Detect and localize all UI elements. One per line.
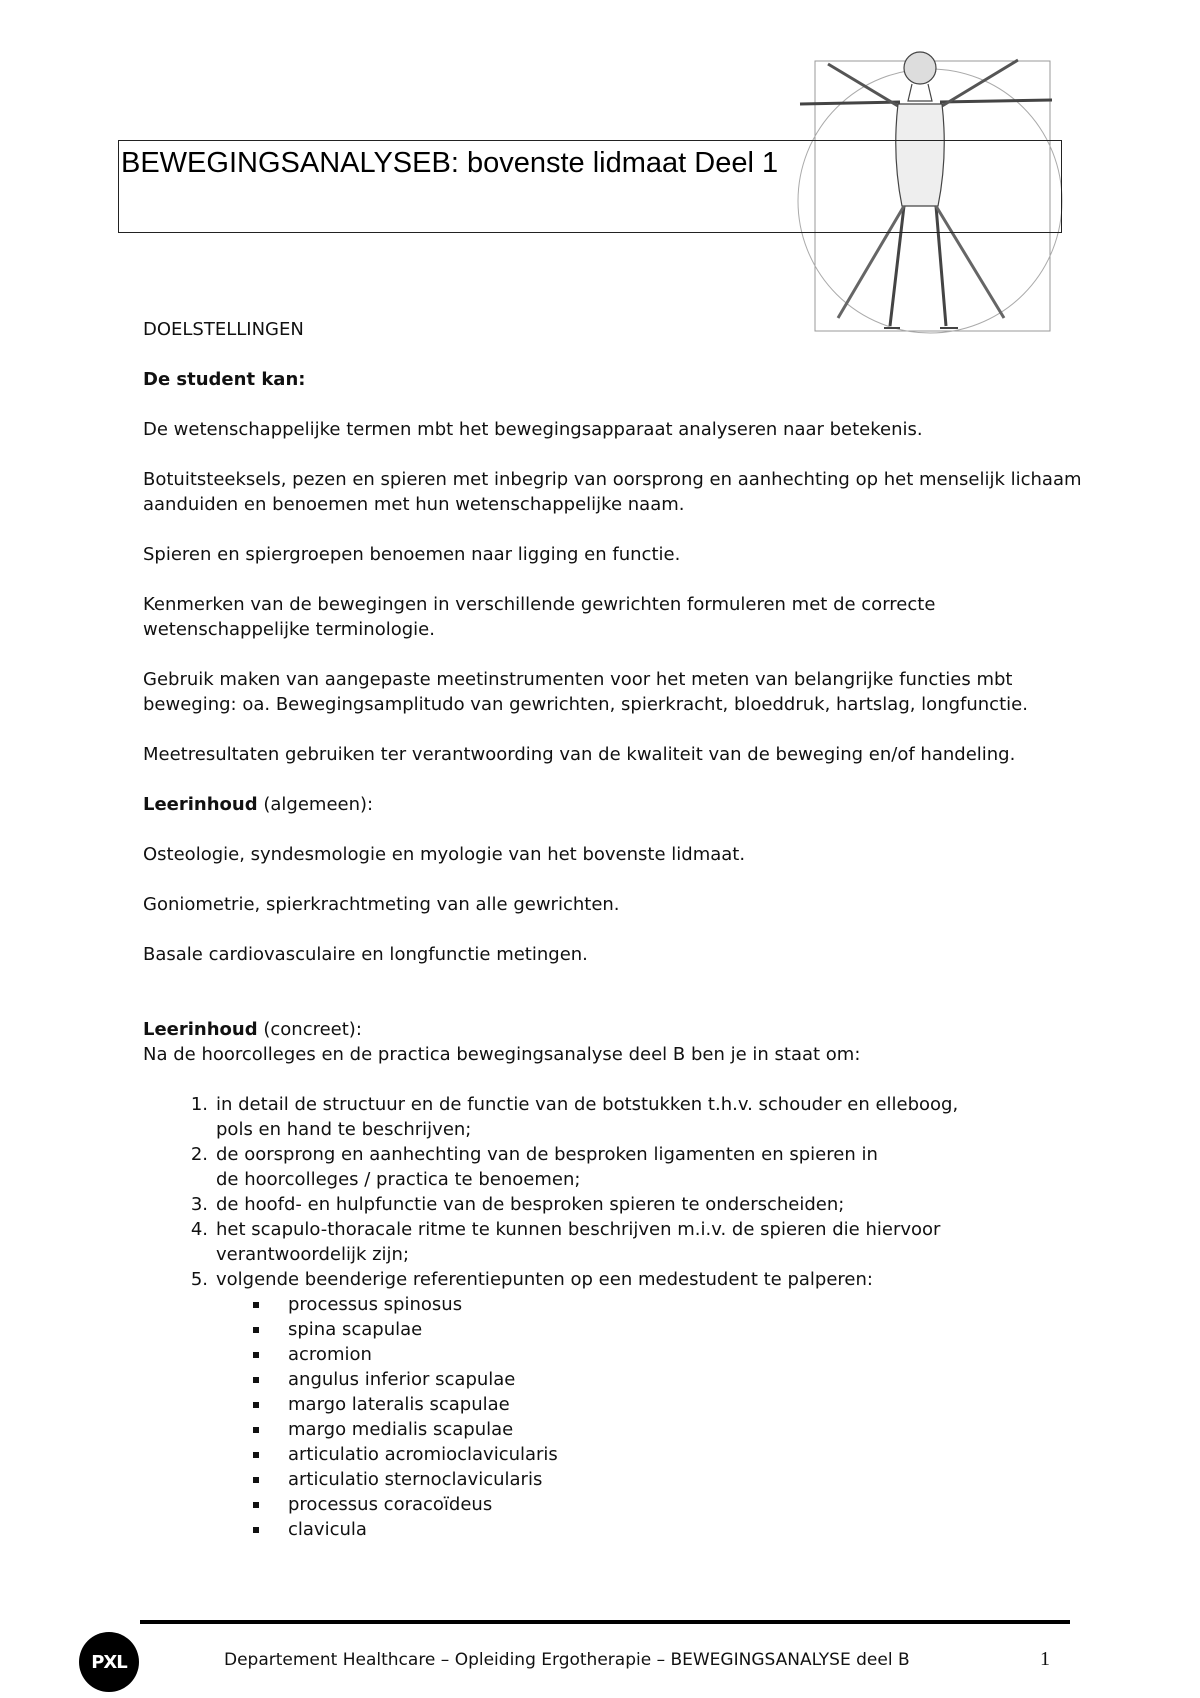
bullet-item (288, 1467, 1083, 1492)
title-box (118, 140, 1062, 233)
bullet-icon (253, 1352, 259, 1358)
bullet-item (288, 1292, 1083, 1317)
list-number: 2. (190, 1144, 208, 1165)
leerinhoud-concreet-intro: Na de hoorcolleges en de practica bewegingsanalyse deel B ben je in staat om: (143, 1044, 861, 1065)
list-line: verantwoordelijk zijn; (216, 1244, 410, 1265)
bullet-icon (253, 1377, 259, 1383)
list-line: de hoofd- en hulpfunctie van de besproken spieren te onderscheiden; (216, 1194, 845, 1215)
bullet-item (288, 1442, 1083, 1467)
bullet-text: processus spinosus (288, 1294, 463, 1315)
bullet-item (288, 1392, 1083, 1417)
bullet-text: margo medialis scapulae (288, 1419, 514, 1440)
heading-bold: Leerinhoud (143, 1019, 258, 1040)
doelstelling-paragraph: Gebruik maken van aangepaste meetinstrumenten voor het meten van belangrijke functies mbt beweging: oa. Bewegingsamplitudo van gewrichten, spierkracht, bloeddruk, hartslag, longfunctie. (143, 669, 1028, 715)
bullet-item (288, 1417, 1083, 1442)
bullet-text: margo lateralis scapulae (288, 1394, 510, 1415)
list-number: 4. (190, 1219, 208, 1240)
footer-text: Departement Healthcare – Opleiding Ergotherapie – BEWEGINGSANALYSE deel B (224, 1650, 910, 1670)
leerinhoud-paragraph: Osteologie, syndesmologie en myologie van het bovenste lidmaat. (143, 844, 746, 865)
bullet-text: articulatio acromioclavicularis (288, 1444, 558, 1465)
bullet-icon (253, 1402, 259, 1408)
pxl-logo-icon (79, 1632, 139, 1692)
bullet-icon (253, 1427, 259, 1433)
list-line: pols en hand te beschrijven; (216, 1119, 472, 1140)
page-title: BEWEGINGSANALYSEB: bovenste lidmaat Deel 1 (121, 147, 779, 179)
bullet-list (216, 1292, 1083, 1542)
bullet-text: spina scapulae (288, 1319, 423, 1340)
bullet-item (288, 1492, 1083, 1517)
section-heading-leerinhoud-concreet (143, 1017, 1083, 1042)
bullet-text: articulatio sternoclavicularis (288, 1469, 543, 1490)
leerinhoud-paragraph: Basale cardiovasculaire en longfunctie metingen. (143, 944, 588, 965)
doelstelling-paragraph: Kenmerken van de bewegingen in verschillende gewrichten formuleren met de correcte wetenschappelijke terminologie. (143, 594, 936, 640)
page-number: 1 (1040, 1648, 1050, 1670)
section-heading-leerinhoud-algemeen (143, 792, 1083, 817)
list-line: volgende beenderige referentiepunten op een medestudent te palperen: (216, 1269, 873, 1290)
list-line: de hoorcolleges / practica te benoemen; (216, 1169, 581, 1190)
bullet-text: clavicula (288, 1519, 367, 1540)
list-line: de oorsprong en aanhechting van de besproken ligamenten en spieren in (216, 1144, 878, 1165)
doelstelling-paragraph: Meetresultaten gebruiken ter verantwoording van de kwaliteit van de beweging en/of handeling. (143, 744, 1016, 765)
bullet-item (288, 1342, 1083, 1367)
bullet-text: angulus inferior scapulae (288, 1369, 516, 1390)
list-number: 1. (190, 1094, 208, 1115)
bullet-item (288, 1317, 1083, 1342)
heading-bold: Leerinhoud (143, 794, 258, 815)
footer-divider (140, 1620, 1070, 1624)
list-item (190, 1217, 1083, 1267)
bullet-icon (253, 1327, 259, 1333)
doelstelling-paragraph: De wetenschappelijke termen mbt het bewegingsapparaat analyseren naar betekenis. (143, 419, 923, 440)
bullet-item (288, 1517, 1083, 1542)
logo-text: PXL (91, 1651, 127, 1673)
doelstelling-paragraph: Spieren en spiergroepen benoemen naar ligging en functie. (143, 544, 681, 565)
section-label-doelstellingen: DOELSTELLINGEN (143, 319, 304, 340)
bullet-icon (253, 1302, 259, 1308)
bullet-icon (253, 1477, 259, 1483)
bullet-icon (253, 1452, 259, 1458)
list-item (190, 1092, 1083, 1142)
numbered-list (143, 1092, 1083, 1542)
bullet-item (288, 1367, 1083, 1392)
list-line: het scapulo-thoracale ritme te kunnen beschrijven m.i.v. de spieren die hiervoor (216, 1219, 941, 1240)
list-item (190, 1142, 1083, 1192)
bullet-text: processus coracoïdeus (288, 1494, 493, 1515)
doelstelling-paragraph: Botuitsteeksels, pezen en spieren met inbegrip van oorsprong en aanhechting op het menselijk lichaam aanduiden en benoemen met hun wetenschappelijke naam. (143, 469, 1082, 515)
doelstellingen-intro: De student kan: (143, 369, 306, 390)
bullet-icon (253, 1527, 259, 1533)
bullet-text: acromion (288, 1344, 372, 1365)
list-item (190, 1192, 1083, 1217)
leerinhoud-paragraph: Goniometrie, spierkrachtmeting van alle gewrichten. (143, 894, 620, 915)
document-body (143, 317, 1083, 1542)
list-number: 3. (190, 1194, 208, 1215)
list-line: in detail de structuur en de functie van de botstukken t.h.v. schouder en elleboog, (216, 1094, 959, 1115)
list-item (190, 1267, 1083, 1542)
heading-rest: (algemeen): (257, 794, 374, 815)
bullet-icon (253, 1502, 259, 1508)
heading-rest: (concreet): (257, 1019, 362, 1040)
list-number: 5. (190, 1269, 208, 1290)
